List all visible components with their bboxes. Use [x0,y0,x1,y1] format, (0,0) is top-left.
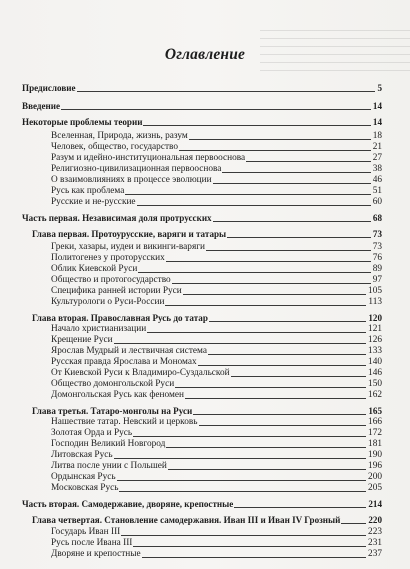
toc-entry-title: Золотая Орда и Русь [51,428,133,438]
toc-subentry [51,367,382,378]
toc-subentry [51,263,382,274]
leader-line [142,557,366,558]
toc-page-number: 51 [372,186,382,196]
leader-line [138,272,370,273]
toc-entry-title: Государь Иван III [51,527,121,537]
leader-line [61,109,371,110]
toc-subentry [51,356,382,367]
toc-page-number: 231 [368,538,382,548]
leader-line [172,283,371,284]
leader-line [117,480,366,481]
leader-line [143,125,370,126]
toc-page-number: 38 [372,164,382,174]
leader-line [183,294,366,295]
toc-subentry [51,241,382,252]
toc-entry-title: Введение [22,101,61,111]
leader-line [206,250,371,251]
toc-subentry [51,416,382,427]
toc-subentry [51,537,382,548]
leader-line [198,365,366,366]
toc-entry-title: Московская Русь [51,483,119,493]
leader-line [77,91,376,92]
toc-page-number: 190 [368,450,382,460]
toc-page-number: 126 [368,335,382,345]
toc-page-number: 172 [368,428,382,438]
toc-entry-title: Ордынская Русь [51,472,116,482]
toc-entry-title: Некоторые проблемы теории [22,117,143,127]
toc-subentry [51,471,382,482]
toc-page-number: 97 [372,275,382,285]
leader-line [193,414,366,415]
toc-page-number: 166 [368,417,382,427]
leader-line [227,237,371,238]
toc-page-number: 105 [368,286,382,296]
toc-entry-title: Господин Великий Новгород [51,439,166,449]
toc-entry-title: Часть первая. Независимая доля протрусских [22,213,212,223]
leader-line [166,447,366,448]
toc-entry-title: Русская правда Ярослава и Мономах [51,357,197,367]
toc-subentry [51,345,382,356]
leader-line [185,398,366,399]
toc-subentry [51,378,382,389]
toc-entry-title: Русские и не-русские [51,197,136,207]
toc-section [22,212,382,223]
leader-line [179,150,371,151]
toc-entry-title: Греки, хазары, иудеи и викинги-варяги [51,242,206,252]
toc-section [22,100,382,111]
toc-subentry [51,548,382,559]
toc-page-number: 27 [372,153,382,163]
leader-line [147,332,366,333]
toc-entry-title: Облик Киевской Руси [51,264,138,274]
toc-entry-title: Вселенная, Природа, жизнь, разум [51,131,188,141]
toc-subentry [51,141,382,152]
toc-page-number: 214 [368,499,382,509]
toc-page-number: 133 [368,346,382,356]
toc-subentry [51,323,382,334]
leader-line [209,321,366,322]
toc-entry-title: Литовская Русь [51,450,113,460]
toc-subentry [51,296,382,307]
toc-page-number: 14 [372,101,382,111]
toc-subentry [51,449,382,460]
toc-page-number: 121 [368,324,382,334]
toc-entry-title: От Киевской Руси к Владимиро-Суздальской [51,368,230,378]
toc-section [22,116,382,127]
toc-page-number: 120 [368,313,382,323]
toc-page-number: 181 [368,439,382,449]
leader-line [213,221,371,222]
toc-page-number: 5 [377,83,382,93]
page-title: Оглавление [164,46,246,63]
toc-entry-title: Глава первая. Протоурусские, варяги и татары [32,229,227,239]
toc-subentry [51,285,382,296]
leader-line [168,469,366,470]
leader-line [213,183,371,184]
toc-page-number: 21 [372,142,382,152]
toc-entry-title: Политогенез у проторусских [51,253,165,263]
toc-subentry [51,427,382,438]
toc-subentry [51,196,382,207]
toc-page-number: 14 [372,117,382,127]
toc-subentry [51,163,382,174]
toc-subentry [51,252,382,263]
toc-page-number: 18 [372,131,382,141]
toc-entry-title: Нашествие татар. Невский и церковь [51,417,198,427]
toc-entry-title: Глава вторая. Православная Русь до татар [32,313,208,323]
toc-subentry [51,526,382,537]
leader-line [133,546,366,547]
toc-chapter [32,228,382,239]
toc-chapter [32,312,382,323]
toc-page-number: 113 [368,297,382,307]
toc-entry-title: Русь как проблема [51,186,125,196]
toc-page-number: 68 [372,213,382,223]
toc-page-number: 76 [372,253,382,263]
toc-subentry [51,185,382,196]
leader-line [189,139,371,140]
toc-subentry [51,130,382,141]
toc-page-number: 223 [368,527,382,537]
toc-subentry [51,334,382,345]
toc-entry-title: Человек, общество, государство [51,142,178,152]
toc-entry-title: Литва после унии с Польшей [51,461,167,471]
toc-entry-title: Ярослав Мудрый и лествичная система [51,346,207,356]
toc-page-number: 162 [368,390,382,400]
toc-subentry [51,438,382,449]
leader-line [166,261,371,262]
leader-line [231,376,366,377]
toc-entry-title: Религиозно-цивилизационная первооснова [51,164,222,174]
toc-subentry [51,274,382,285]
toc-entry-title: Глава третья. Татаро-монголы на Руси [32,406,193,416]
toc-page-number: 140 [368,357,382,367]
toc-entry-title: Крещение Руси [51,335,113,345]
leader-line [208,354,366,355]
toc-entry-title: Предисловие [22,83,76,93]
toc-entry-title: Русь после Ивана III [51,538,133,548]
toc-page-number: 146 [368,368,382,378]
toc-page-number: 205 [368,483,382,493]
leader-line [175,387,366,388]
toc-subentry [51,152,382,163]
toc-page-number: 73 [372,242,382,252]
leader-line [165,305,366,306]
leader-line [234,507,366,508]
toc-chapter [32,514,382,525]
toc-subentry [51,460,382,471]
toc-page-number: 73 [372,229,382,239]
toc-entry-title: Домонгольская Русь как феномен [51,390,184,400]
leader-line [199,425,367,426]
toc-entry-title: Специфика ранней истории Руси [51,286,182,296]
toc-entry-title: Глава четвертая. Становление самодержавия. Иван III и Иван IV Грозный [32,515,341,525]
leader-line [121,535,366,536]
toc-entry-title: Часть вторая. Самодержавие, дворяне, крепостные [22,499,234,509]
toc-subentry [51,482,382,493]
leader-line [114,458,366,459]
toc-page-number: 237 [368,549,382,559]
leader-line [246,161,371,162]
toc-page-number: 165 [368,406,382,416]
toc-subentry [51,174,382,185]
leader-line [119,491,366,492]
toc-entry-title: Культурологи о Руси-России [51,297,165,307]
toc-entry-title: Разум и идейно-институциональная первооснова [51,153,246,163]
toc-section [22,498,382,509]
toc-page-number: 46 [372,175,382,185]
toc-entry-title: Начало христианизации [51,324,147,334]
leader-line [114,343,366,344]
toc-page-number: 200 [368,472,382,482]
toc-chapter [32,405,382,416]
toc-page-number: 60 [372,197,382,207]
leader-line [133,436,366,437]
toc-subentry [51,389,382,400]
toc-page-number: 150 [368,379,382,389]
toc-page-number: 196 [368,461,382,471]
toc-entry-title: Общество домонгольской Руси [51,379,175,389]
toc-page-number: 89 [372,264,382,274]
leader-line [222,172,370,173]
toc-section [22,82,382,93]
leader-line [137,205,371,206]
toc-entry-title: О взаимовлияниях в процессе эволюции [51,175,212,185]
toc-entry-title: Дворяне и крепостные [51,549,141,559]
toc-entry-title: Общество и протогосударство [51,275,171,285]
leader-line [341,523,366,524]
toc-page-number: 220 [368,515,382,525]
leader-line [125,194,370,195]
